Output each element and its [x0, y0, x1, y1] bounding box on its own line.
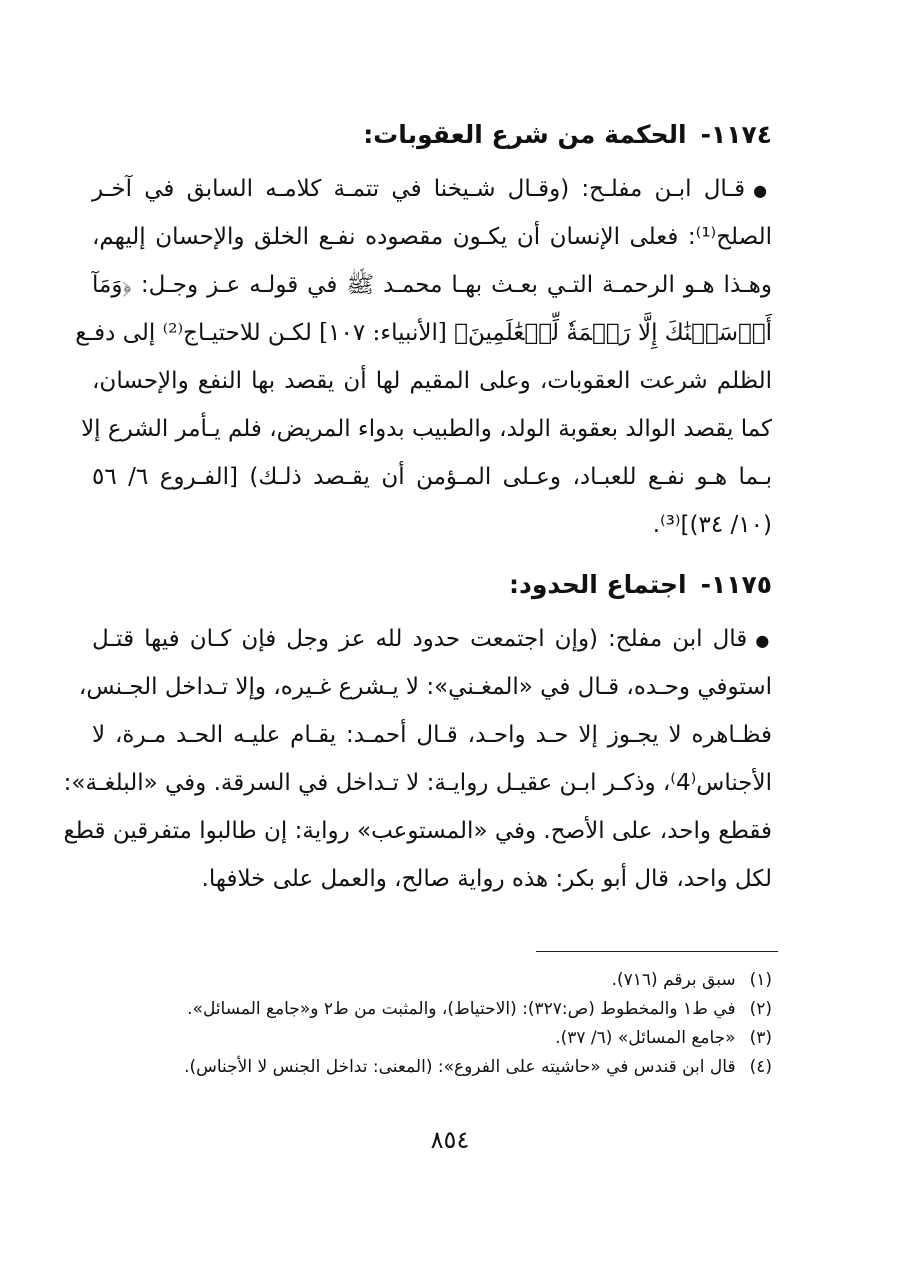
text-line: فظـاهره لا يجـوز إلا حـد واحـد، قـال أحمـد: يقـام عليـه الحـد مـرة، لا	[92, 722, 772, 748]
section-body-1175	[63, 615, 772, 903]
section-heading-1175	[112, 572, 772, 597]
footnote: (١)سبق برقم (٧١٦).	[611, 970, 772, 990]
text-line: وهـذا هـو الرحمـة التـي بعـث بهـا محمـد ﷺ في قولـه عـز وجـل: ﴿وَمَآ	[92, 272, 772, 298]
text-line: ●قال ابن مفلح: (وإن اجتمعت حدود لله عز وجل فإن كـان فيها قتـل	[92, 626, 772, 652]
page-number: ٨٥٤	[430, 1126, 470, 1154]
text-line: (١٠/ ٣٤)]⁽³⁾.	[652, 512, 772, 538]
text-line: ●قـال ابـن مفلـح: (وقـال شـيخنا في تتمـة كلامـه السابق في آخـر	[92, 176, 772, 202]
bullet-icon: ●	[753, 181, 772, 200]
footnote-divider	[536, 951, 778, 952]
section-number: ١١٧٥-	[700, 570, 772, 599]
text-line: لكل واحد، قال أبو بكر: هذه رواية صالح، والعمل على خلافها.	[201, 866, 772, 892]
text-line: استوفي وحـده، قـال في «المغـني»: لا يـشرع غـيره، وإلا تـداخل الجـنس،	[78, 674, 772, 700]
text-line: الظلم شرعت العقوبات، وعلى المقيم لها أن يقصد بها النفع والإحسان،	[92, 368, 772, 394]
footnote: (٢)في ط١ والمخطوط (ص:٣٢٧): (الاحتياط)، والمثبت من ط٢ و«جامع المسائل».	[187, 999, 772, 1019]
footnotes	[92, 966, 772, 1082]
section-number: ١١٧٤-	[700, 120, 772, 149]
text-line: أَرۡسَلۡنَٰكَ إِلَّا رَحۡمَةٗ لِّلۡعَٰلَمِينَ﴾ [الأنبياء: ١٠٧] لكـن للاحتيـاج⁽²⁾ إلى دفـع	[75, 320, 772, 346]
text-line: كما يقصد الوالد بعقوبة الولد، والطبيب بدواء المريض، فلم يـأمر الشرع إلا	[81, 416, 772, 442]
section-body-1174	[75, 165, 772, 549]
text-line: الصلح⁽¹⁾: فعلى الإنسان أن يكـون مقصوده نفـع الخلق والإحسان إليهم،	[92, 224, 772, 250]
section-title: الحكمة من شرع العقوبات:	[363, 120, 687, 149]
bullet-icon: ●	[755, 631, 772, 650]
section-title: اجتماع الحدود:	[509, 570, 687, 599]
text-line: فقطع واحد، على الأصح. وفي «المستوعب» رواية: إن طالبوا متفرقين قطع	[63, 818, 772, 844]
footnote: (٣)«جامع المسائل» (٦/ ٣٧).	[555, 1028, 772, 1048]
footnote: (٤)قال ابن قندس في «حاشيته على الفروع»: (المعنى: تداخل الجنس لا الأجناس).	[184, 1057, 772, 1077]
section-heading-1174	[112, 122, 772, 147]
text-line: بـما هـو نفـع للعبـاد، وعـلى المـؤمن أن يقـصد ذلـك) [الفـروع ٦/ ٥٦	[92, 464, 772, 490]
text-line: الأجناس⁽4⁾، وذكـر ابـن عقيـل روايـة: لا تـداخل في السرقة. وفي «البلغـة»:	[63, 770, 772, 796]
